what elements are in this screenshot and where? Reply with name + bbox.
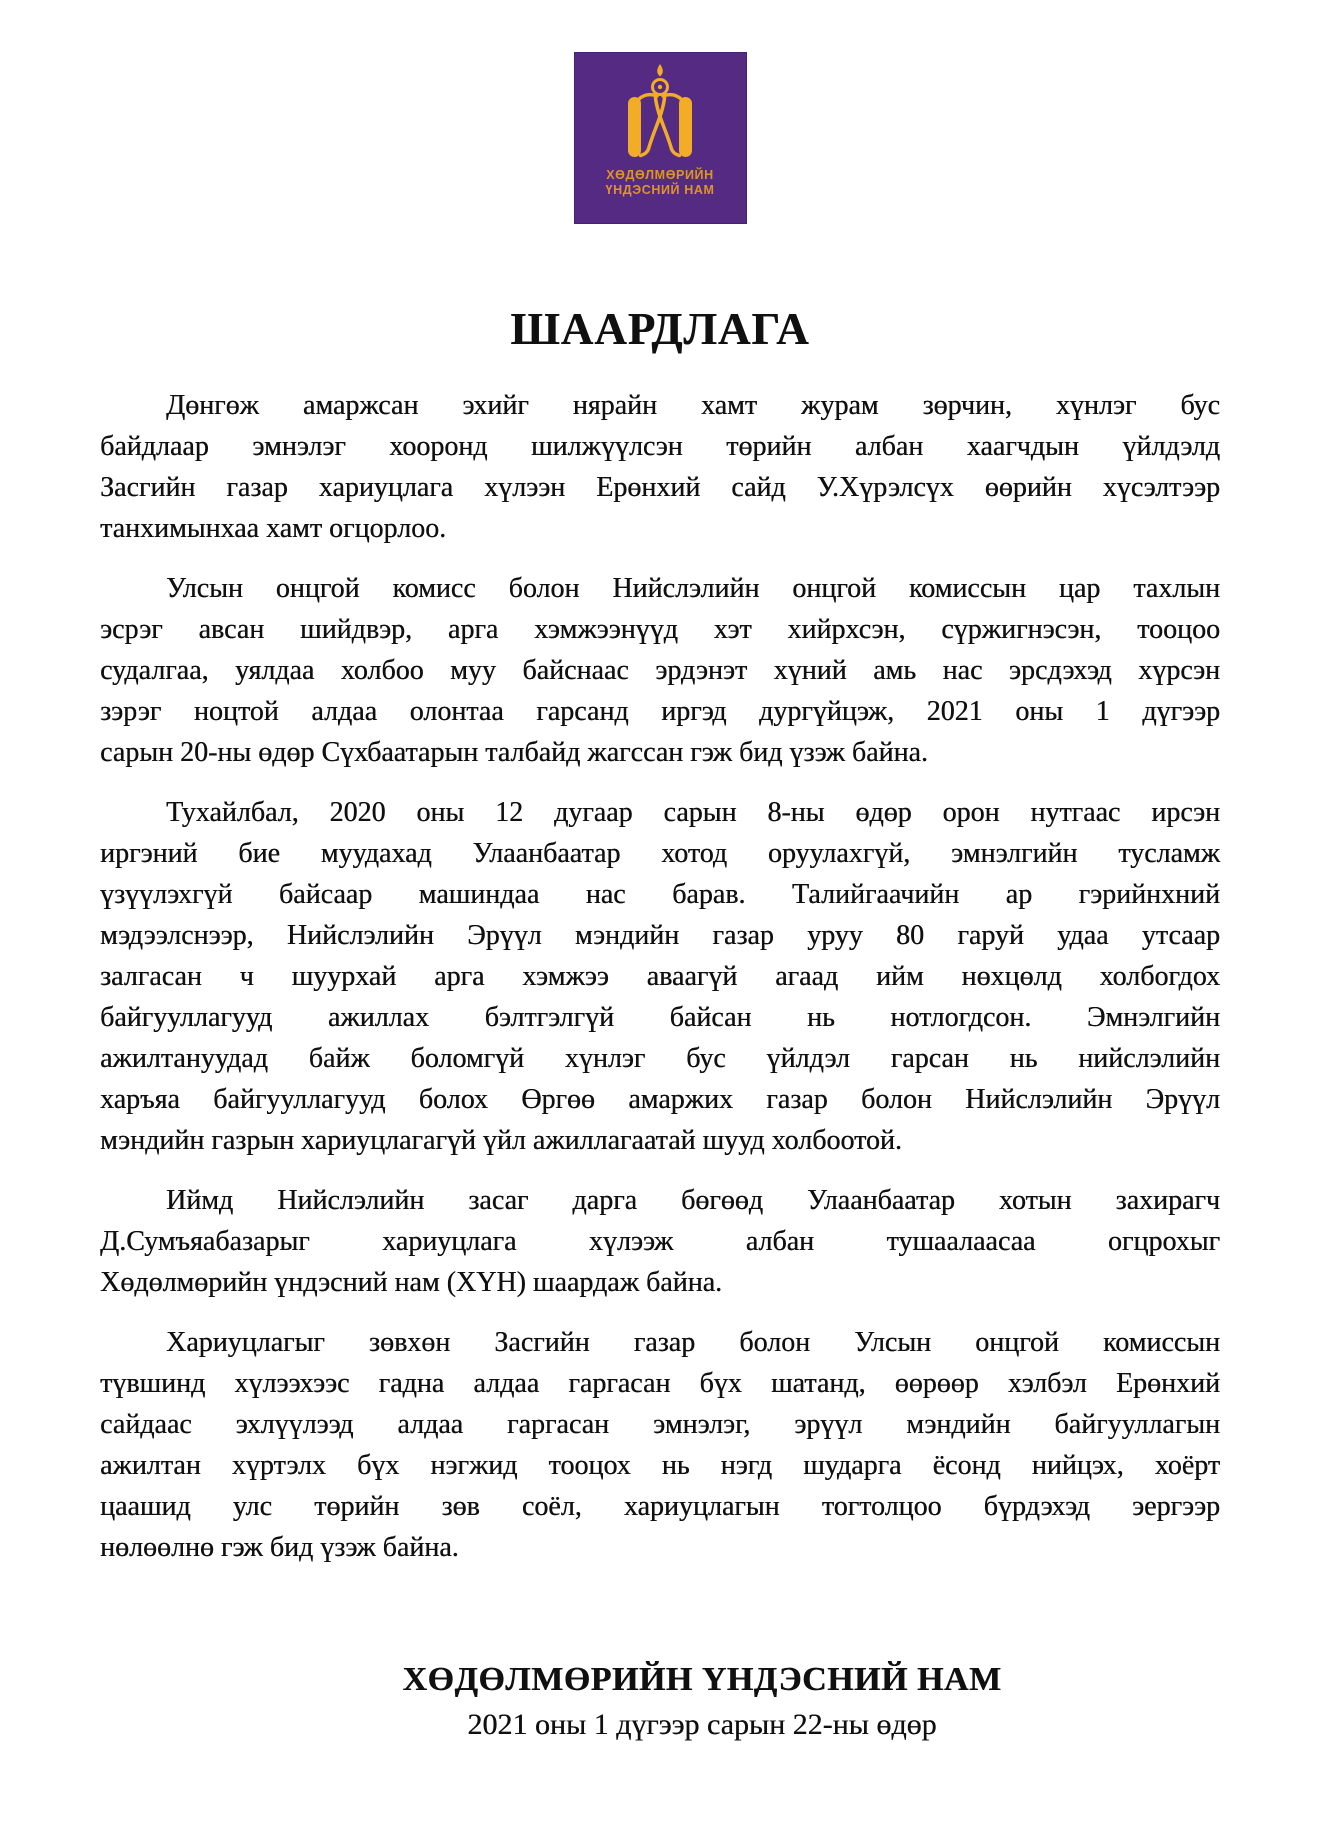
text-line: Хөдөлмөрийн үндэсний нам (ХҮН) шаардаж байна.	[100, 1267, 723, 1298]
text-line: Засгийн газар хариуцлага хүлээн Ерөнхий сайд У.Хүрэлсүх өөрийн хүсэлтээр	[100, 472, 1220, 503]
logo-caption	[606, 168, 715, 198]
document-body	[100, 385, 1220, 1568]
text-line: Иймд Нийслэлийн засаг дарга бөгөөд Улаанбаатар хотын захирагч	[166, 1185, 1220, 1216]
text-line: Дөнгөж амаржсан эхийг нярайн хамт журам зөрчин, хүнлэг бус	[166, 390, 1220, 421]
paragraph	[100, 568, 1220, 773]
text-line: сарын 20-ны өдөр Сүхбаатарын талбайд жагссан гэж бид үзэж байна.	[100, 737, 928, 768]
text-line: Хариуцлагыг зөвхөн Засгийн газар болон Улсын онцгой комиссын	[166, 1327, 1220, 1358]
text-line: мэндийн газрын хариуцлагагүй үйл ажиллагаатай шууд холбоотой.	[100, 1125, 902, 1156]
party-emblem-icon	[608, 61, 712, 165]
text-line: судалгаа, уялдаа холбоо муу байснаас эрдэнэт хүний амь нас эрсдэхэд хүрсэн	[100, 655, 1220, 686]
footer-date: 2021 оны 1 дүгээр сарын 22-ны өдөр	[467, 1708, 937, 1741]
text-line: нөлөөлнө гэж бид үзэж байна.	[100, 1532, 459, 1563]
text-line: ажилтан хүртэлх бүх нэгжид тооцох нь нэгд шударга ёсонд нийцэх, хоёрт	[100, 1450, 1220, 1481]
logo-caption-line2: ҮНДЭСНИЙ НАМ	[605, 183, 715, 197]
text-line: эсрэг авсан шийдвэр, арга хэмжээнүүд хэт хийрхсэн, сүржигнэсэн, тооцоо	[100, 614, 1220, 645]
document-title: ШААРДЛАГА	[510, 304, 810, 354]
document-footer	[42, 1658, 1320, 1747]
text-line: харъяа байгууллагууд болох Өргөө амаржих газар болон Нийслэлийн Эрүүл	[100, 1084, 1220, 1115]
logo-caption-line1: ХӨДӨЛМӨРИЙН	[606, 168, 714, 182]
text-line: мэдээлснээр, Нийслэлийн Эрүүл мэндийн газар уруу 80 гаруй удаа утсаар	[100, 920, 1220, 951]
paragraph	[100, 385, 1220, 549]
text-line: байгууллагууд ажиллах бэлтгэлгүй байсан нь нотлогдсон. Эмнэлгийн	[100, 1002, 1220, 1033]
text-line: цаашид улс төрийн зөв соёл, хариуцлагын тогтолцоо бүрдэхэд эергээр	[100, 1491, 1220, 1522]
text-line: иргэний бие муудахад Улаанбаатар хотод оруулахгүй, эмнэлгийн тусламж	[100, 838, 1220, 869]
paragraph	[100, 1180, 1220, 1303]
text-line: залгасан ч шуурхай арга хэмжээ аваагүй агаад ийм нөхцөлд холбогдох	[100, 961, 1220, 992]
text-line: байдлаар эмнэлэг хооронд шилжүүлсэн төрийн албан хаагчдын үйлдэлд	[100, 431, 1220, 462]
paragraph	[100, 792, 1220, 1161]
footer-org-name: ХӨДӨЛМӨРИЙН ҮНДЭСНИЙ НАМ	[402, 1661, 1002, 1698]
text-line: сайдаас эхлүүлээд алдаа гаргасан эмнэлэг, эрүүл мэндийн байгууллагын	[100, 1409, 1220, 1440]
party-logo	[574, 52, 747, 224]
text-line: Улсын онцгой комисс болон Нийслэлийн онцгой комиссын цар тахлын	[166, 573, 1220, 604]
text-line: Тухайлбал, 2020 оны 12 дугаар сарын 8-ны өдөр орон нутгаас ирсэн	[166, 797, 1220, 828]
text-line: үзүүлэхгүй байсаар машиндаа нас барав. Талийгаачийн ар гэрийнхний	[100, 879, 1220, 910]
text-line: танхимынхаа хамт огцорлоо.	[100, 513, 447, 544]
text-line: зэрэг ноцтой алдаа олонтаа гарсанд иргэд дургүйцэж, 2021 оны 1 дүгээр	[100, 696, 1220, 727]
paragraph	[100, 1322, 1220, 1568]
text-line: Д.Сумъяабазарыг хариуцлага хүлээж албан тушаалаасаа огцрохыг	[100, 1226, 1220, 1257]
text-line: ажилтануудад байж боломгүй хүнлэг бус үйлдэл гарсан нь нийслэлийн	[100, 1043, 1220, 1074]
text-line: түвшинд хүлээхээс гадна алдаа гаргасан бүх шатанд, өөрөөр хэлбэл Ерөнхий	[100, 1368, 1220, 1399]
